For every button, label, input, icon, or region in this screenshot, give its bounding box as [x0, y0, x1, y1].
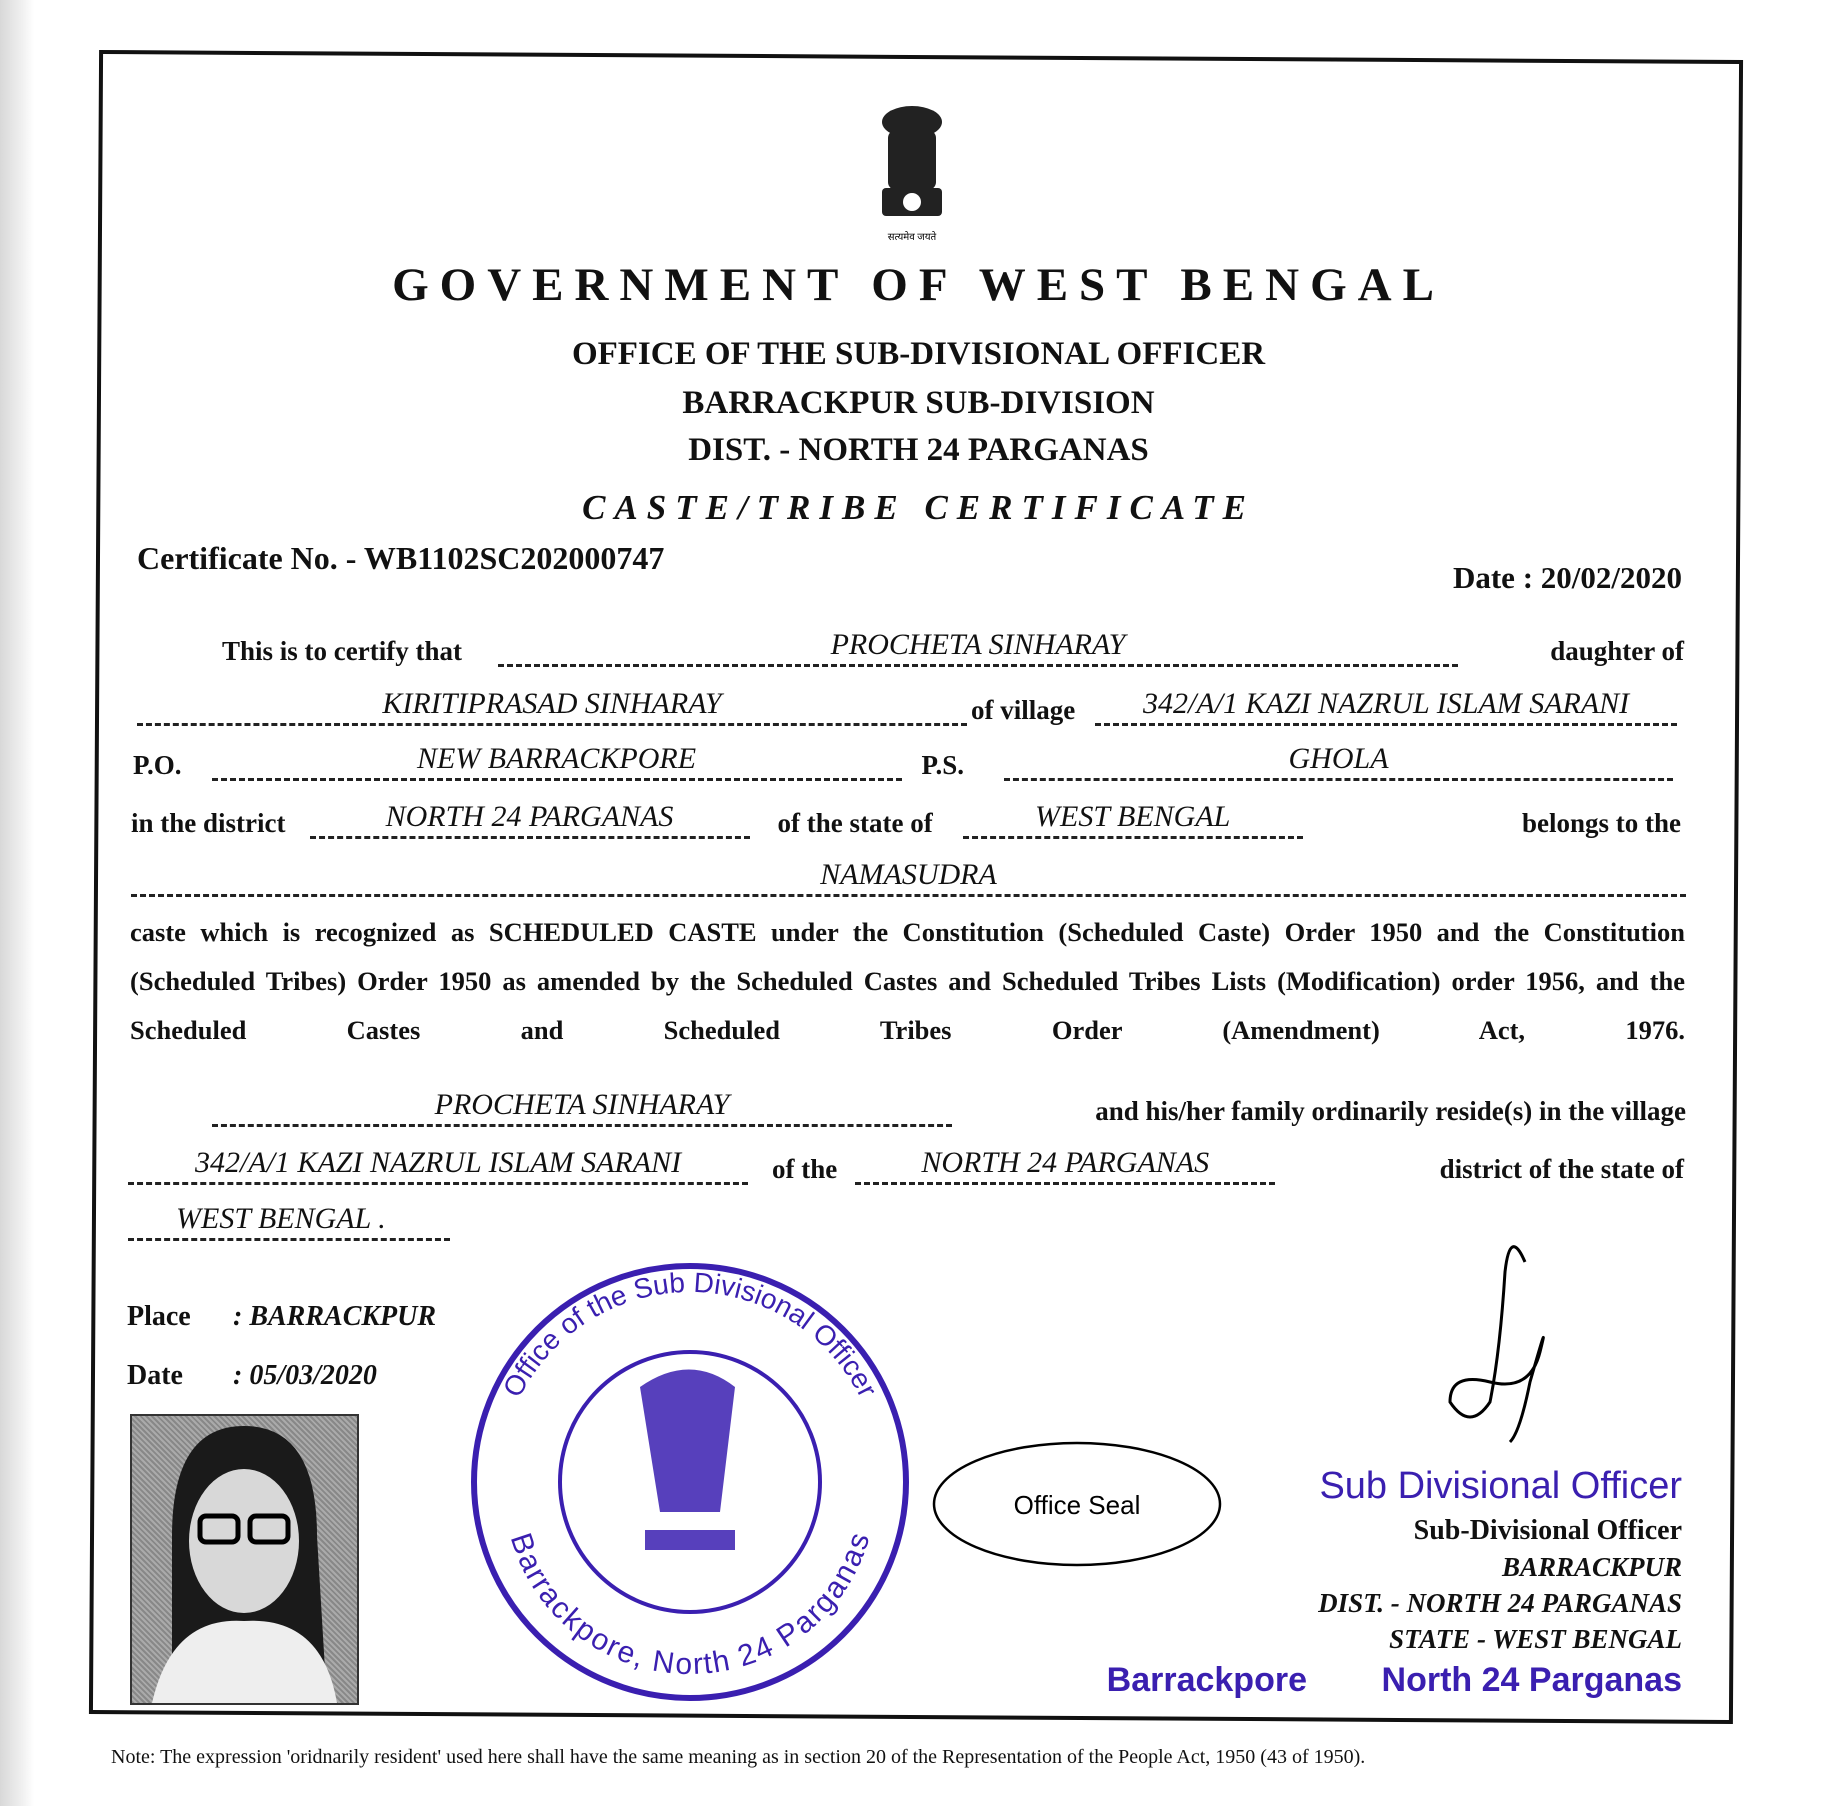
state: WEST BENGAL — [963, 800, 1303, 839]
row-district-state — [131, 800, 1681, 839]
holder-photo — [130, 1414, 359, 1705]
row-reside — [212, 1088, 1686, 1127]
caste: NAMASUDRA — [131, 858, 1686, 897]
place-value: : BARRACKPUR — [233, 1301, 437, 1332]
state-2: WEST BENGAL . — [128, 1202, 450, 1241]
holder-name-2: PROCHETA SINHARAY — [212, 1088, 952, 1127]
village: 342/A/1 KAZI NAZRUL ISLAM SARANI — [1095, 687, 1677, 726]
row-po-ps — [133, 742, 1673, 781]
seal-text-top: Office of the Sub Divisional Officer — [496, 1266, 884, 1403]
officer-signature — [1430, 1232, 1570, 1452]
district-2: NORTH 24 PARGANAS — [855, 1146, 1275, 1185]
office-seal-label: Office Seal — [1013, 1490, 1141, 1520]
office-title: OFFICE OF THE SUB-DIVISIONAL OFFICER — [571, 336, 1266, 372]
row-state-2 — [128, 1202, 450, 1241]
officer-state: STATE - WEST BENGAL — [1389, 1624, 1682, 1654]
certify-label: This is to certify that — [222, 636, 462, 666]
post-office: NEW BARRACKPORE — [212, 742, 902, 781]
district-title: DIST. - NORTH 24 PARGANAS — [688, 432, 1149, 468]
office-round-seal — [470, 1262, 910, 1702]
row-name — [222, 628, 1684, 667]
district-state-label: district of the state of — [1439, 1154, 1684, 1184]
row-village-2 — [128, 1146, 1684, 1185]
stamp-line-1: Sub Divisional Officer — [1319, 1465, 1682, 1507]
officer-title: Sub-Divisional Officer — [1413, 1515, 1682, 1546]
district-label: in the district — [131, 808, 286, 838]
holder-name: PROCHETA SINHARAY — [498, 628, 1458, 667]
government-title: GOVERNMENT OF WEST BENGAL — [392, 259, 1445, 311]
certificate-date-label: Date : — [1452, 560, 1541, 595]
certificate-date-value: 20/02/2020 — [1540, 560, 1682, 595]
subdivision-title: BARRACKPUR SUB-DIVISION — [682, 385, 1155, 421]
row-father — [137, 687, 1677, 726]
father-name: KIRITIPRASAD SINHARAY — [137, 687, 967, 726]
reside-label: and his/her family ordinarily reside(s) in the village — [1095, 1096, 1686, 1126]
office-seal-placeholder — [930, 1440, 1225, 1570]
seal-text-bottom: Barrackpore, North 24 Parganas — [503, 1528, 877, 1681]
emblem-motto: सत्यमेव जयते — [887, 232, 937, 243]
certificate-paragraph: caste which is recognized as SCHEDULED CASTE under the Constitution (Scheduled Caste) Order 1950 and the Constitution (Scheduled Tribes) Order 1950 as amended by the Scheduled Castes and Scheduled Tribes Lists (Modification) order 1956, and the Scheduled Castes and Scheduled Tribes Order (Amendment) Act, 1976. — [130, 917, 1685, 1045]
belongs-label: belongs to the — [1521, 808, 1681, 838]
ps-label: P.S. — [921, 750, 965, 780]
village-label: of village — [971, 695, 1076, 725]
svg-text:Barrackpore, North 24 Parganas — [504, 1529, 876, 1681]
row-caste — [131, 858, 1686, 897]
of-the-label: of the — [772, 1154, 838, 1184]
issue-date-label: Date — [127, 1360, 183, 1391]
state-label: of the state of — [777, 808, 933, 838]
certificate-number-value: WB1102SC202000747 — [363, 540, 665, 576]
stamp-line-3: North 24 Parganas — [1381, 1661, 1682, 1699]
relation-label: daughter of — [1550, 636, 1684, 666]
state-emblem-icon — [866, 100, 958, 250]
district: NORTH 24 PARGANAS — [310, 800, 750, 839]
po-label: P.O. — [133, 750, 182, 780]
issue-date-value: : 05/03/2020 — [233, 1360, 377, 1391]
police-station: GHOLA — [1004, 742, 1673, 781]
officer-district: DIST. - NORTH 24 PARGANAS — [1318, 1588, 1682, 1618]
footnote: Note: The expression 'oridnarily resident' used here shall have the same meaning as in section 20 of the Representation of the People Act, 1950 (43 of 1950). — [111, 1746, 1366, 1768]
certificate-number — [137, 540, 664, 577]
village-2: 342/A/1 KAZI NAZRUL ISLAM SARANI — [128, 1146, 748, 1185]
officer-place: BARRACKPUR — [1501, 1552, 1682, 1582]
certificate-number-label: Certificate No. - — [137, 540, 364, 576]
certificate-title: CASTE/TRIBE CERTIFICATE — [582, 488, 1255, 527]
stamp-line-2: Barrackpore — [1106, 1661, 1307, 1699]
certificate-date — [1453, 560, 1682, 596]
place-label: Place — [127, 1301, 191, 1332]
